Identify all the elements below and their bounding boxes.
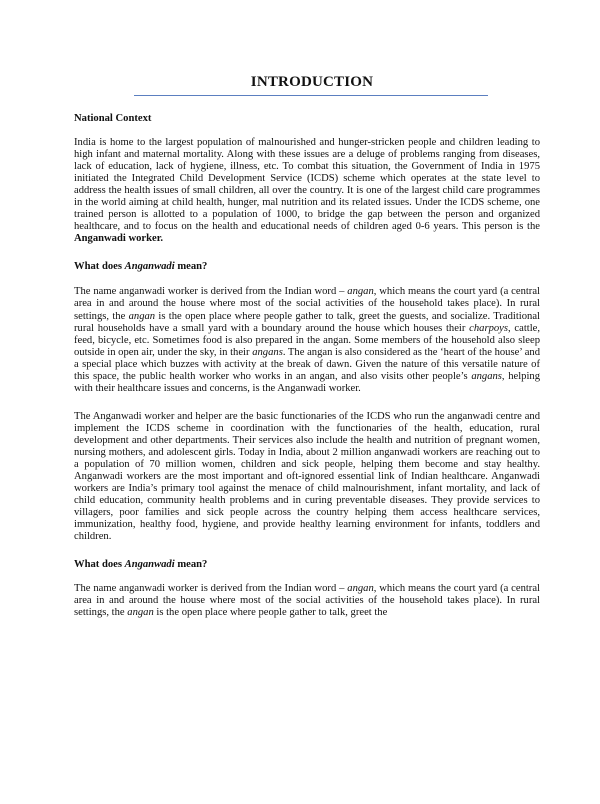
italic-term: angan: [347, 286, 374, 298]
text-run: is the open place where people gather to talk, greet the guests, and socialize. Traditional rural households have a small yard with a boundary around the house which houses their: [74, 310, 540, 334]
heading-text: What does: [74, 261, 125, 273]
text-run: is the open place where people gather to talk, greet the: [153, 607, 388, 619]
heading-italic-term: Anganwadi: [124, 261, 175, 273]
text-run: , which means the court yard (a central area in and around the house where most of the social activities of the household takes place). In rural settings, the: [74, 286, 540, 322]
paragraph-national-context: [74, 137, 540, 245]
heading-text: mean?: [174, 559, 208, 571]
paragraph-anganwadi-worker-role: The Anganwadi worker and helper are the basic functionaries of the ICDS who run the anganwadi centre and implement the ICDS scheme in coordination with the functionaries of the health, education, rural development and other departments. Their services also include the health and nutrition of pregnant women, nursing mothers, and adolescent girls. Today in India, about 2 million anganwadi workers are reaching out to a population of 70 million women, children and sick people, helping them become and stay healthy. Anganwadi workers are the most important and oft-ignored essential link of Indian healthcare. Anganwadi workers are India’s primary tool against the menace of child malnourishment, infant mortality, and lack of child education, community health problems and in curing preventable diseases. They provide services to villagers, poor families and sick people across the country helping them access healthcare services, immunization, healthy food, hygiene, and provide healthy learning environment for infants, toddlers and children.: [74, 410, 540, 543]
paragraph-anganwadi-meaning: [74, 286, 540, 394]
text-run: , cattle, feed, bicycle, etc. Sometimes food is also prepared in the angan. Some members of the household also sleep outside in open air, under the sky, in their: [74, 322, 540, 358]
heading-italic-term: Anganwadi: [124, 559, 175, 571]
text-run: The name anganwadi worker is derived from the Indian word –: [74, 583, 348, 595]
italic-term: charpoys: [469, 322, 509, 334]
bold-term: Anganwadi worker.: [74, 233, 164, 245]
text-run: India is home to the largest population of malnourished and hunger-stricken people and children leading to high infant and maternal mortality. Along with these issues are a deluge of problems ranging from diseases, lack of education, lack of hygiene, illness, etc. To combat this situation, the Government of India in 1975 initiated the Integrated Child Development Service (ICDS) scheme which operates at the state level to address the health issues of small children, all over the country. It is one of the largest child care programmes in the world aiming at child health, hunger, mal nutrition and its related issues. Under the ICDS scheme, one trained person is allotted to a population of 1000, to bridge the gap between the person and organized healthcare, and to focus on the health and educational needs of children aged 0-6 years. This person is the: [74, 137, 540, 233]
text-run: , helping with their healthcare issues and concerns, is the Anganwadi worker.: [74, 370, 540, 394]
text-run: . The angan is also considered as the ‘heart of the house’ and a special place which buzzes with activity at the break of dawn. Given the nature of this versatile nature of this space, the public health worker who works in an angan, and also visits other people’s: [74, 346, 540, 382]
text-run: , which means the court yard (a central area in and around the house where most of the social activities of the household takes place). In rural settings, the: [74, 583, 540, 619]
section-heading-anganwadi-meaning: [74, 260, 540, 273]
paragraph-anganwadi-meaning-repeat: [74, 583, 540, 619]
title-underline: [134, 95, 488, 96]
text-run: The name anganwadi worker is derived from the Indian word –: [74, 286, 348, 298]
italic-term: angan: [347, 583, 374, 595]
italic-term: angans: [252, 346, 283, 358]
italic-term: angan: [128, 310, 156, 322]
heading-text: mean?: [174, 261, 208, 273]
heading-text: What does: [74, 559, 125, 571]
section-heading-anganwadi-meaning-repeat: [74, 558, 540, 571]
italic-term: angans: [471, 370, 502, 382]
document-page: [0, 74, 600, 804]
section-heading-national-context: National Context: [74, 113, 152, 124]
italic-term: angan: [127, 607, 154, 619]
page-title: INTRODUCTION: [250, 74, 374, 90]
